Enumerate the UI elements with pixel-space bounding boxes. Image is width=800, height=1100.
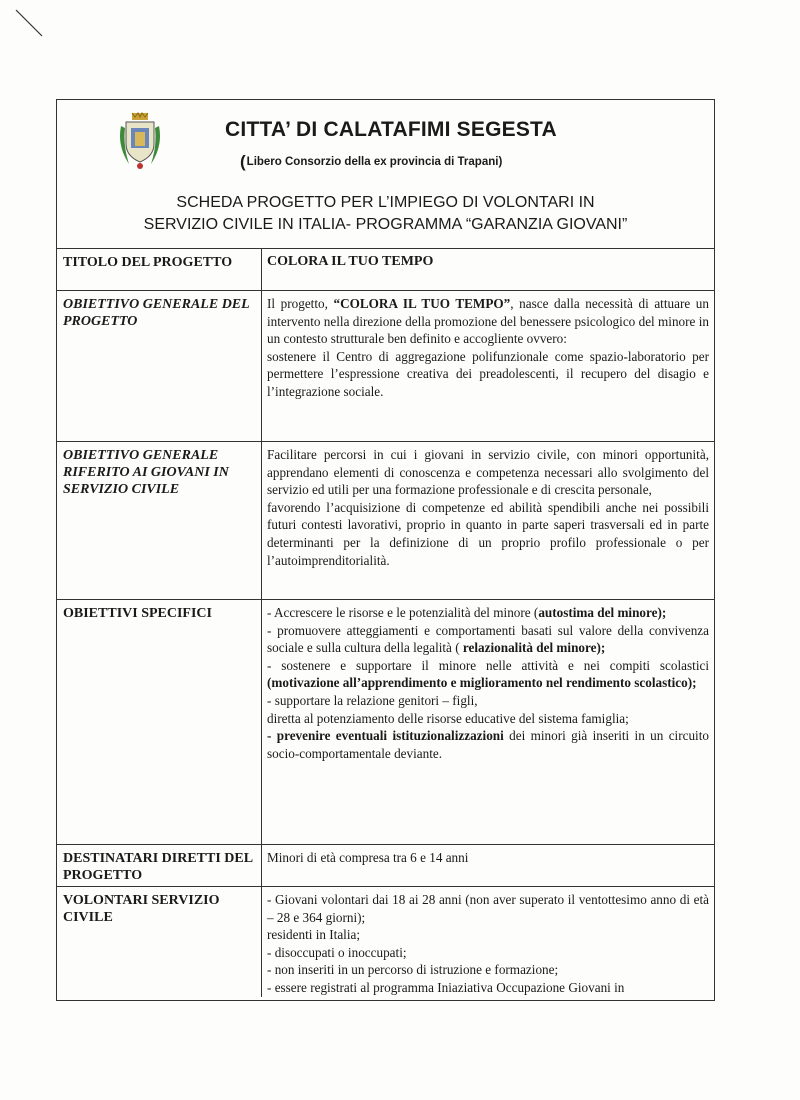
list-item: - Giovani volontari dai 18 ai 28 anni (non aver superato il ventottesimo anno di età – 28 e 364 giorni); — [267, 892, 709, 925]
text-run: , nasce dalla necessità di attuare un intervento nella direzione della promozione del benessere psicologico del minore in un contesto strutturale ben definito e accogliente ovvero: — [267, 296, 709, 347]
text-run: - Accrescere le risorse e le potenzialità del minore ( — [267, 605, 539, 620]
obiettivo-giovani-paragraph-1: Facilitare percorsi in cui i giovani in servizio civile, con minori opportunità, apprendano elementi di conoscenza e competenza necessari allo svolgimento del servizio ed utili per una formazione professionale e di crescita personale, — [267, 447, 709, 498]
label-obiettivo-generale: OBIETTIVO GENERALE DEL PROGETTO — [57, 291, 262, 441]
value-titolo: COLORA IL TUO TEMPO — [267, 254, 434, 269]
city-crest-icon — [117, 112, 163, 172]
label-destinatari: DESTINATARI DIRETTI DEL PROGETTO — [57, 845, 262, 886]
list-item: diretta al potenziamento delle risorse educative del sistema famiglia; — [267, 710, 629, 726]
text-run: dei minori già inseriti in un circuito socio-comportamentale deviante. — [267, 728, 709, 761]
value-obiettivi-specifici — [262, 600, 714, 844]
project-sheet — [56, 99, 715, 1001]
list-item — [267, 604, 709, 622]
list-item — [267, 622, 709, 657]
obiettivo-generale-paragraph-1 — [267, 295, 709, 348]
bold-run: - prevenire eventuali istituzionalizzazioni — [267, 728, 504, 744]
org-subtitle-text: Libero Consorzio della ex provincia di Trapani) — [246, 156, 503, 168]
org-subtitle-paren: ( — [240, 152, 246, 171]
project-name-bold: “COLORA IL TUO TEMPO” — [333, 296, 511, 311]
document-title-line-1: SCHEDA PROGETTO PER L’IMPIEGO DI VOLONTARI IN — [176, 194, 595, 211]
document-title-line-2: SERVIZIO CIVILE IN ITALIA- PROGRAMMA “GARANZIA GIOVANI” — [143, 216, 628, 233]
label-volontari: VOLONTARI SERVIZIO CIVILE — [57, 887, 262, 997]
org-subtitle — [240, 152, 502, 172]
row-obiettivo-generale — [57, 291, 714, 442]
list-item: residenti in Italia; — [267, 927, 361, 943]
row-destinatari — [57, 845, 714, 887]
text-run: - promuovere atteggiamenti e comportamenti basati sul valore della convivenza sociale e sulla cultura della legalità ( — [267, 622, 709, 656]
bold-run: autostima del minore); — [538, 605, 667, 620]
bold-run: relazionalità del minore); — [462, 640, 606, 656]
list-item: - essere registrati al programma Iniaziativa Occupazione Giovani in — [267, 979, 625, 995]
bold-run: (motivazione all’apprendimento e miglioramento nel rendimento scolastico); — [267, 675, 697, 691]
obiettivo-generale-paragraph-2: sostenere il Centro di aggregazione polifunzionale come spazio-laboratorio per permettere l’espressione creativa dei preadolescenti, il recupero del disagio e l’integrazione sociale. — [267, 348, 709, 399]
value-obiettivo-giovani — [262, 442, 714, 599]
text-run: Il progetto, — [267, 296, 334, 311]
value-obiettivo-generale — [262, 291, 714, 441]
list-item: - disoccupati o inoccupati; — [267, 944, 407, 960]
org-name: CITTA’ DI CALATAFIMI SEGESTA — [225, 118, 557, 141]
document-title — [57, 192, 714, 236]
value-destinatari: Minori di età compresa tra 6 e 14 anni — [267, 850, 469, 865]
row-volontari — [57, 887, 714, 997]
scan-mark-line — [12, 6, 44, 38]
list-item: - non inseriti in un percorso di istruzione e formazione; — [267, 962, 559, 978]
list-item — [267, 657, 709, 692]
row-titolo — [57, 249, 714, 291]
list-item — [267, 727, 709, 762]
row-obiettivo-giovani — [57, 442, 714, 600]
value-volontari — [262, 887, 714, 997]
text-run: - sostenere e supportare il minore nelle attività e nei compiti scolastici — [267, 657, 709, 673]
label-obiettivo-giovani: OBIETTIVO GENERALE RIFERITO AI GIOVANI IN SERVIZIO CIVILE — [57, 442, 262, 599]
label-titolo: TITOLO DEL PROGETTO — [57, 249, 262, 290]
row-obiettivi-specifici — [57, 600, 714, 845]
obiettivo-giovani-paragraph-2: favorendo l’acquisizione di competenze ed abilità spendibili anche nei possibili futuri contesti lavorativi, proprio in quanto in parte saperi trasversali ed in parte determinanti per la definizione di un proprio profilo professionale o per l’autoimprenditorialità. — [267, 499, 709, 568]
label-obiettivi-specifici: OBIETTIVI SPECIFICI — [57, 600, 262, 844]
document-header — [57, 100, 714, 249]
list-item: - supportare la relazione genitori – figli, — [267, 692, 478, 708]
